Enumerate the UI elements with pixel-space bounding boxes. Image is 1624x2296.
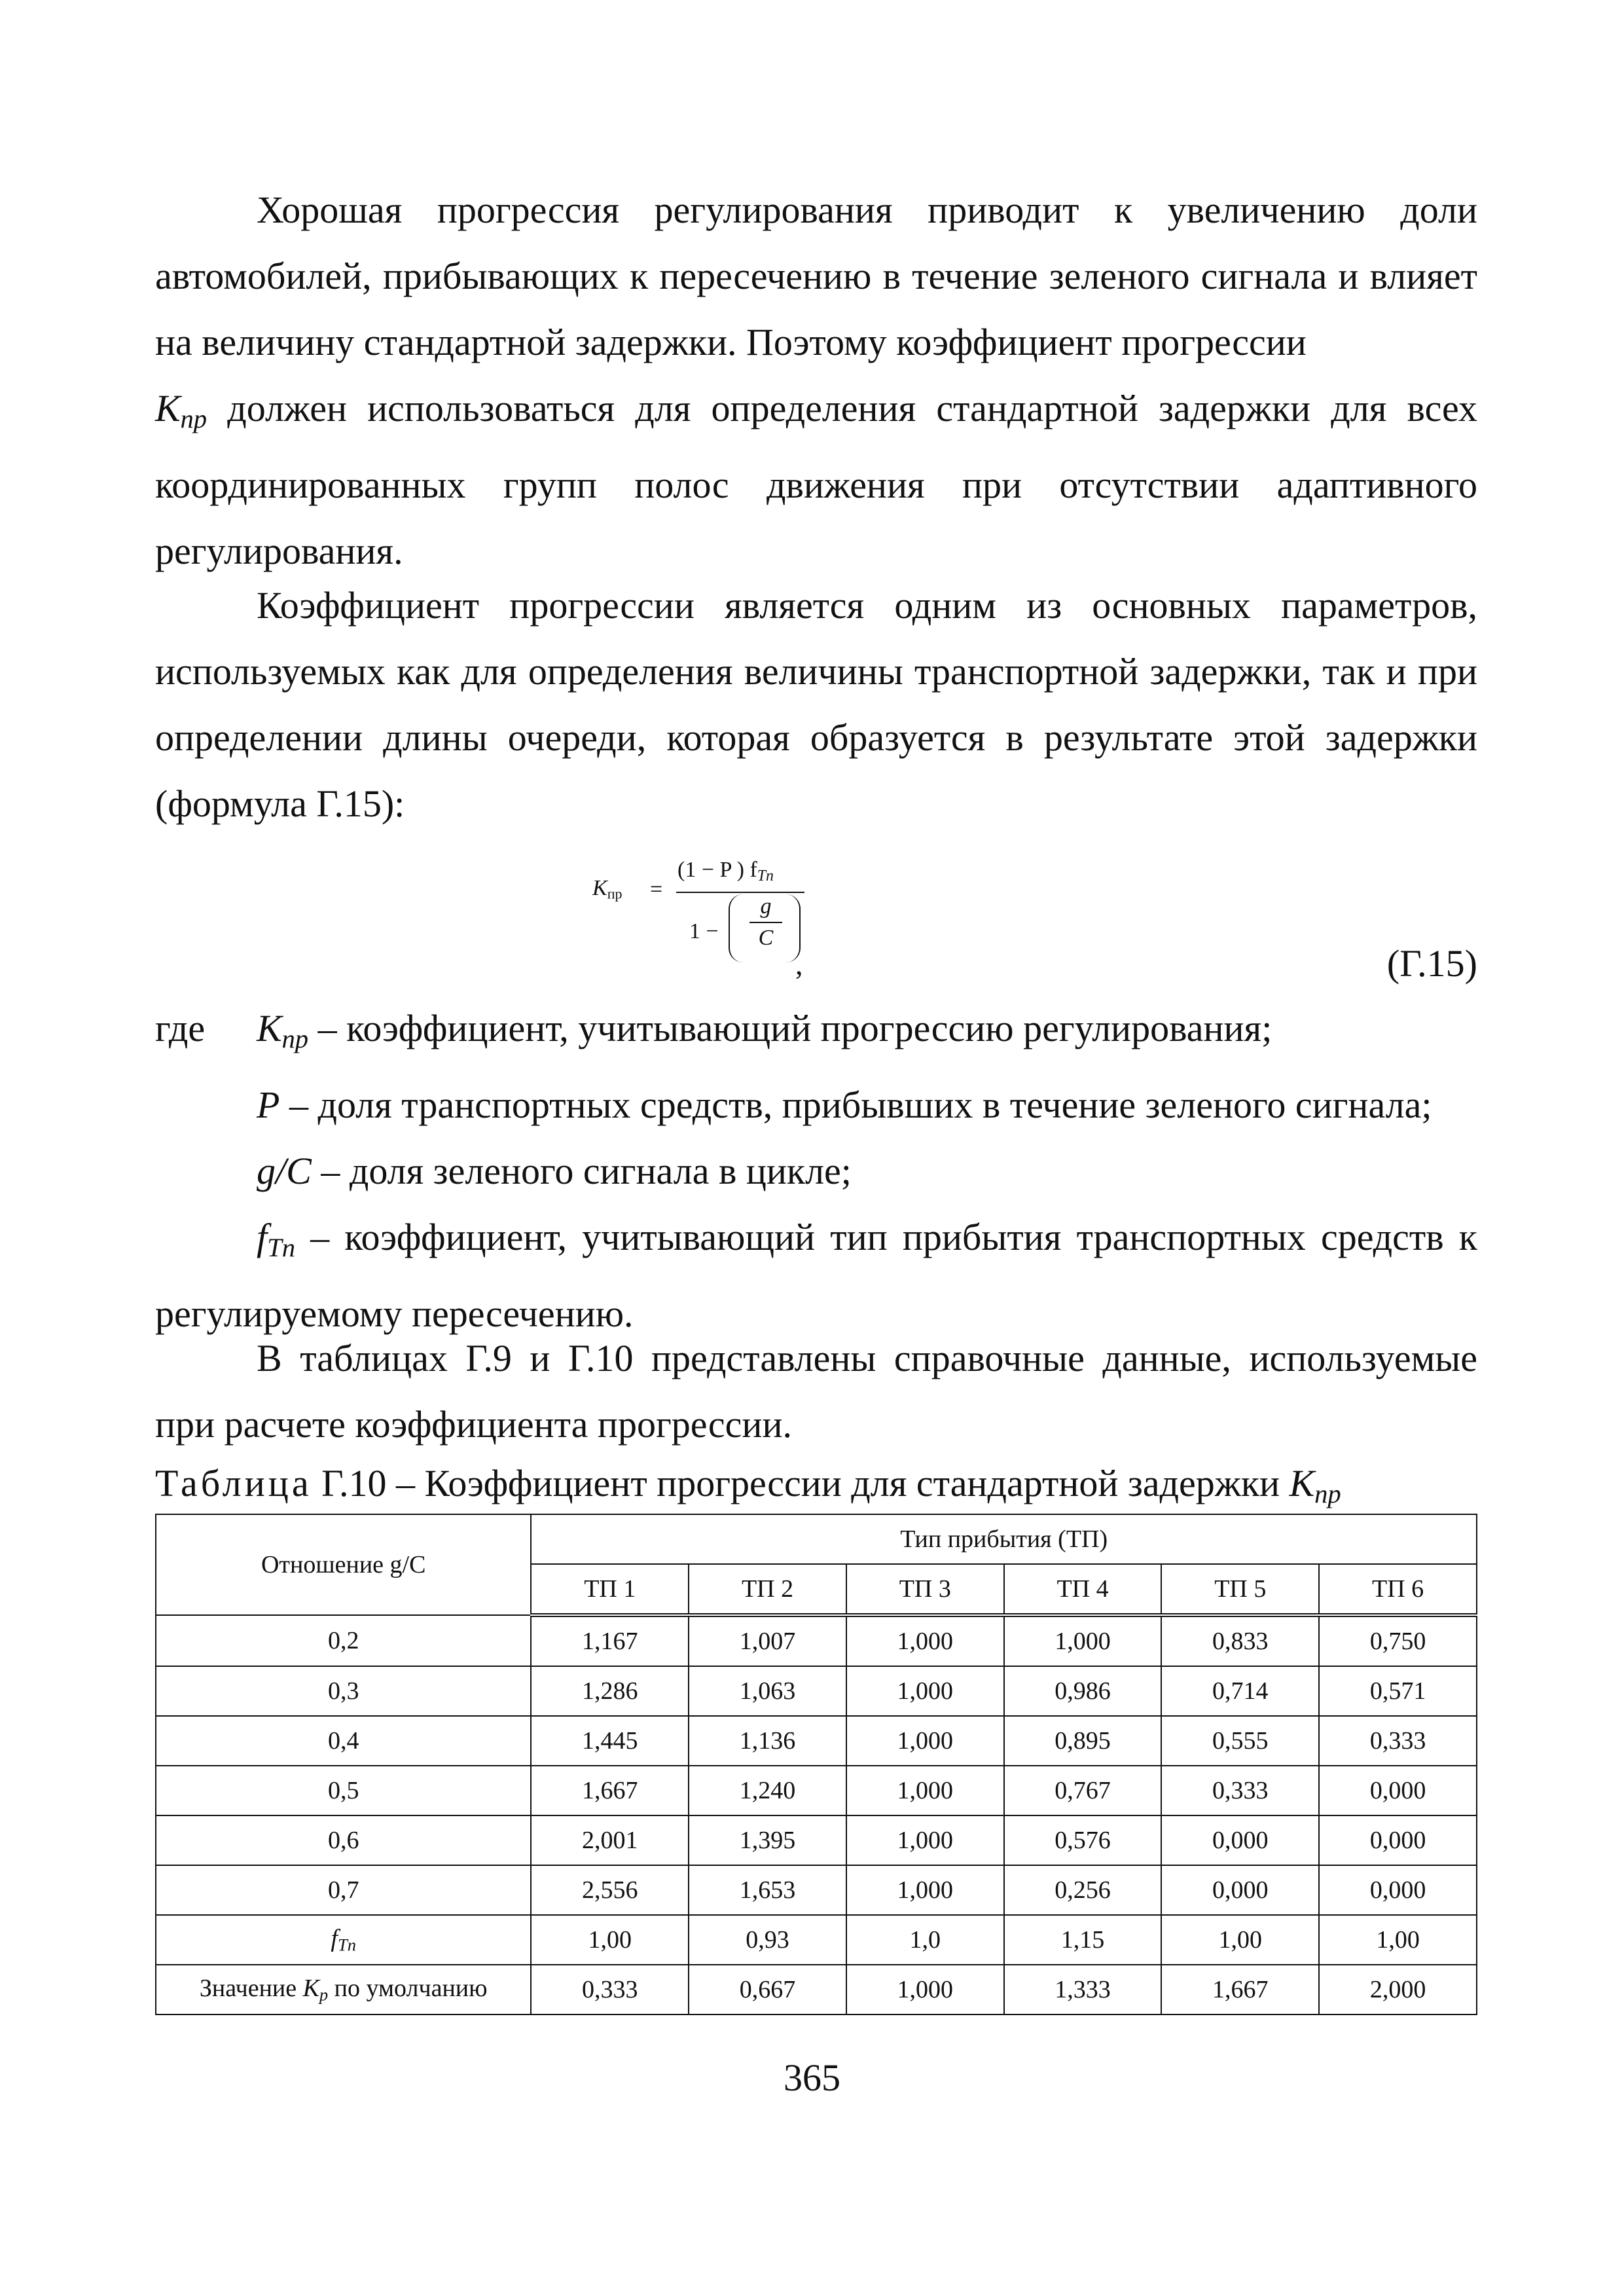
formula-denominator: 1 − [689,919,719,943]
formula-fraction-bar [676,892,804,893]
paragraph-1-text: Хорошая прогрессия регулирования приводит к увеличению доли автомобилей, прибывающих к пересечению в течение зеленого сигнала и влияет на величину стандартной задержки. Поэтому коэффициент прогрессии [155,189,1477,363]
table-cell: 0,333 [531,1965,689,2014]
table-cell: 1,395 [689,1815,846,1865]
paragraph-3 [155,1325,1477,1457]
table-cell: 1,15 [1004,1915,1162,1965]
paragraph-3-text: В таблицах Г.9 и Г.10 представлены справочные данные, используемые при расчете коэффициента прогрессии. [155,1337,1477,1446]
table-row [156,1666,1477,1716]
paragraph-2 [155,572,1477,837]
table-caption: Таблица Г.10 – Коэффициент прогрессии для стандартной задержки $К_{пр}$ [155,1462,1341,1509]
where-item-gc: g/C – доля зеленого сигнала в цикле; [257,1150,852,1193]
table-cell: 1,000 [846,1615,1004,1666]
table-cell: 1,00 [531,1915,689,1965]
table-row [156,1865,1477,1915]
table-cell: 0,000 [1319,1815,1477,1865]
row-label: 0,5 [156,1766,531,1815]
table-cell: 1,00 [1161,1915,1319,1965]
header-type: ТП 4 [1004,1564,1162,1615]
header-type: ТП 3 [846,1564,1004,1615]
table-cell: 1,000 [846,1815,1004,1865]
where-item-kpr: где $К_{пр}$ – коэффициент, учитывающий прогрессию регулирования; [155,1007,1272,1054]
row-label: 0,4 [156,1716,531,1766]
table-cell: 1,667 [1161,1965,1319,2014]
table-row-ftn [156,1915,1477,1965]
formula-equals: = [650,877,663,902]
table-cell: 1,240 [689,1766,846,1815]
table-cell: 0,714 [1161,1666,1319,1716]
table-row [156,1716,1477,1766]
k-pr-symbol: $К_{пр}$ [155,387,208,434]
table-cell: 1,167 [531,1615,689,1666]
header-type: ТП 6 [1319,1564,1477,1615]
table-row-default [156,1965,1477,2014]
row-label: 0,6 [156,1815,531,1865]
row-label: $f_{Tn}$ [156,1915,531,1965]
row-label: 0,3 [156,1666,531,1716]
table-cell: 1,333 [1004,1965,1162,2014]
paragraph-1-rest: должен использоваться для определения стандартной задержки для всех координированных групп полос движения при отсутствии адаптивного регулирования. [155,387,1477,573]
table-cell: 2,556 [531,1865,689,1915]
table-cell: 0,895 [1004,1716,1162,1766]
table-cell: 1,667 [531,1766,689,1815]
table-cell: 0,333 [1319,1716,1477,1766]
where-item-ftn: $f_{Tn}$ – коэффициент, учитывающий тип прибытия транспортных средств к регулируемому пересечению. [155,1216,1477,1336]
formula-numerator: (1 − P ) $f_{Tn}$ [677,858,774,884]
header-type: ТП 1 [531,1564,689,1615]
header-arrival-type: Тип прибытия (ТП) [531,1514,1477,1564]
table-cell: 0,000 [1319,1865,1477,1915]
table-cell: 0,833 [1161,1615,1319,1666]
table-cell: 0,986 [1004,1666,1162,1716]
paragraph-2-text: Коэффициент прогрессии является одним из основных параметров, используемых как для определения величины транспортной задержки, так и при определении длины очереди, которая образуется в результате этой задержки (формула Г.15): [155,584,1477,825]
paragraph-1 [155,177,1477,584]
table-cell: 1,000 [846,1716,1004,1766]
row-label: 0,2 [156,1615,531,1666]
table-cell: 1,0 [846,1915,1004,1965]
table-cell: 0,93 [689,1915,846,1965]
table-cell: 1,000 [1004,1615,1162,1666]
table-cell: 1,653 [689,1865,846,1915]
table-cell: 0,333 [1161,1766,1319,1815]
table-cell: 0,555 [1161,1716,1319,1766]
table-cell: 0,767 [1004,1766,1162,1815]
header-ratio: Отношение g/C [156,1514,531,1615]
table-cell: 0,000 [1319,1766,1477,1815]
where-item-p: P – доля транспортных средств, прибывших в течение зеленого сигнала; [257,1084,1432,1127]
table-cell: 0,256 [1004,1865,1162,1915]
row-label: 0,7 [156,1865,531,1915]
table-cell: 1,063 [689,1666,846,1716]
row-label: Значение $К_р$ по умолчанию [156,1965,531,2014]
page-number: 365 [784,2056,840,2099]
table-body [156,1615,1477,2014]
table-cell: 0,576 [1004,1815,1162,1865]
formula-number: (Г.15) [1386,942,1477,985]
table-cell: 1,136 [689,1716,846,1766]
formula-comma: , [795,947,803,981]
table-cell: 0,571 [1319,1666,1477,1716]
table-cell: 1,000 [846,1865,1004,1915]
table-cell: 0,667 [689,1965,846,2014]
table-cell: 1,000 [846,1666,1004,1716]
table-cell: 1,000 [846,1965,1004,2014]
table-cell: 0,000 [1161,1815,1319,1865]
table-row [156,1615,1477,1666]
table-cell: 0,750 [1319,1615,1477,1666]
table-cell: 1,007 [689,1615,846,1666]
where-list [155,995,1477,1347]
table-cell: 0,000 [1161,1865,1319,1915]
table-row [156,1815,1477,1865]
header-type: ТП 5 [1161,1564,1319,1615]
table-cell: 1,000 [846,1766,1004,1815]
formula-k: $K_{пр}$ [592,876,623,902]
table-header-row [156,1514,1477,1564]
table-cell: 1,00 [1319,1915,1477,1965]
table-cell: 2,001 [531,1815,689,1865]
header-type: ТП 2 [689,1564,846,1615]
formula-g15 [592,858,808,981]
table-cell: 1,445 [531,1716,689,1766]
table-row [156,1766,1477,1815]
coefficient-table [155,1514,1477,2015]
table-cell: 1,286 [531,1666,689,1716]
table-cell: 2,000 [1319,1965,1477,2014]
formula-g-over-c: g C [749,894,782,951]
